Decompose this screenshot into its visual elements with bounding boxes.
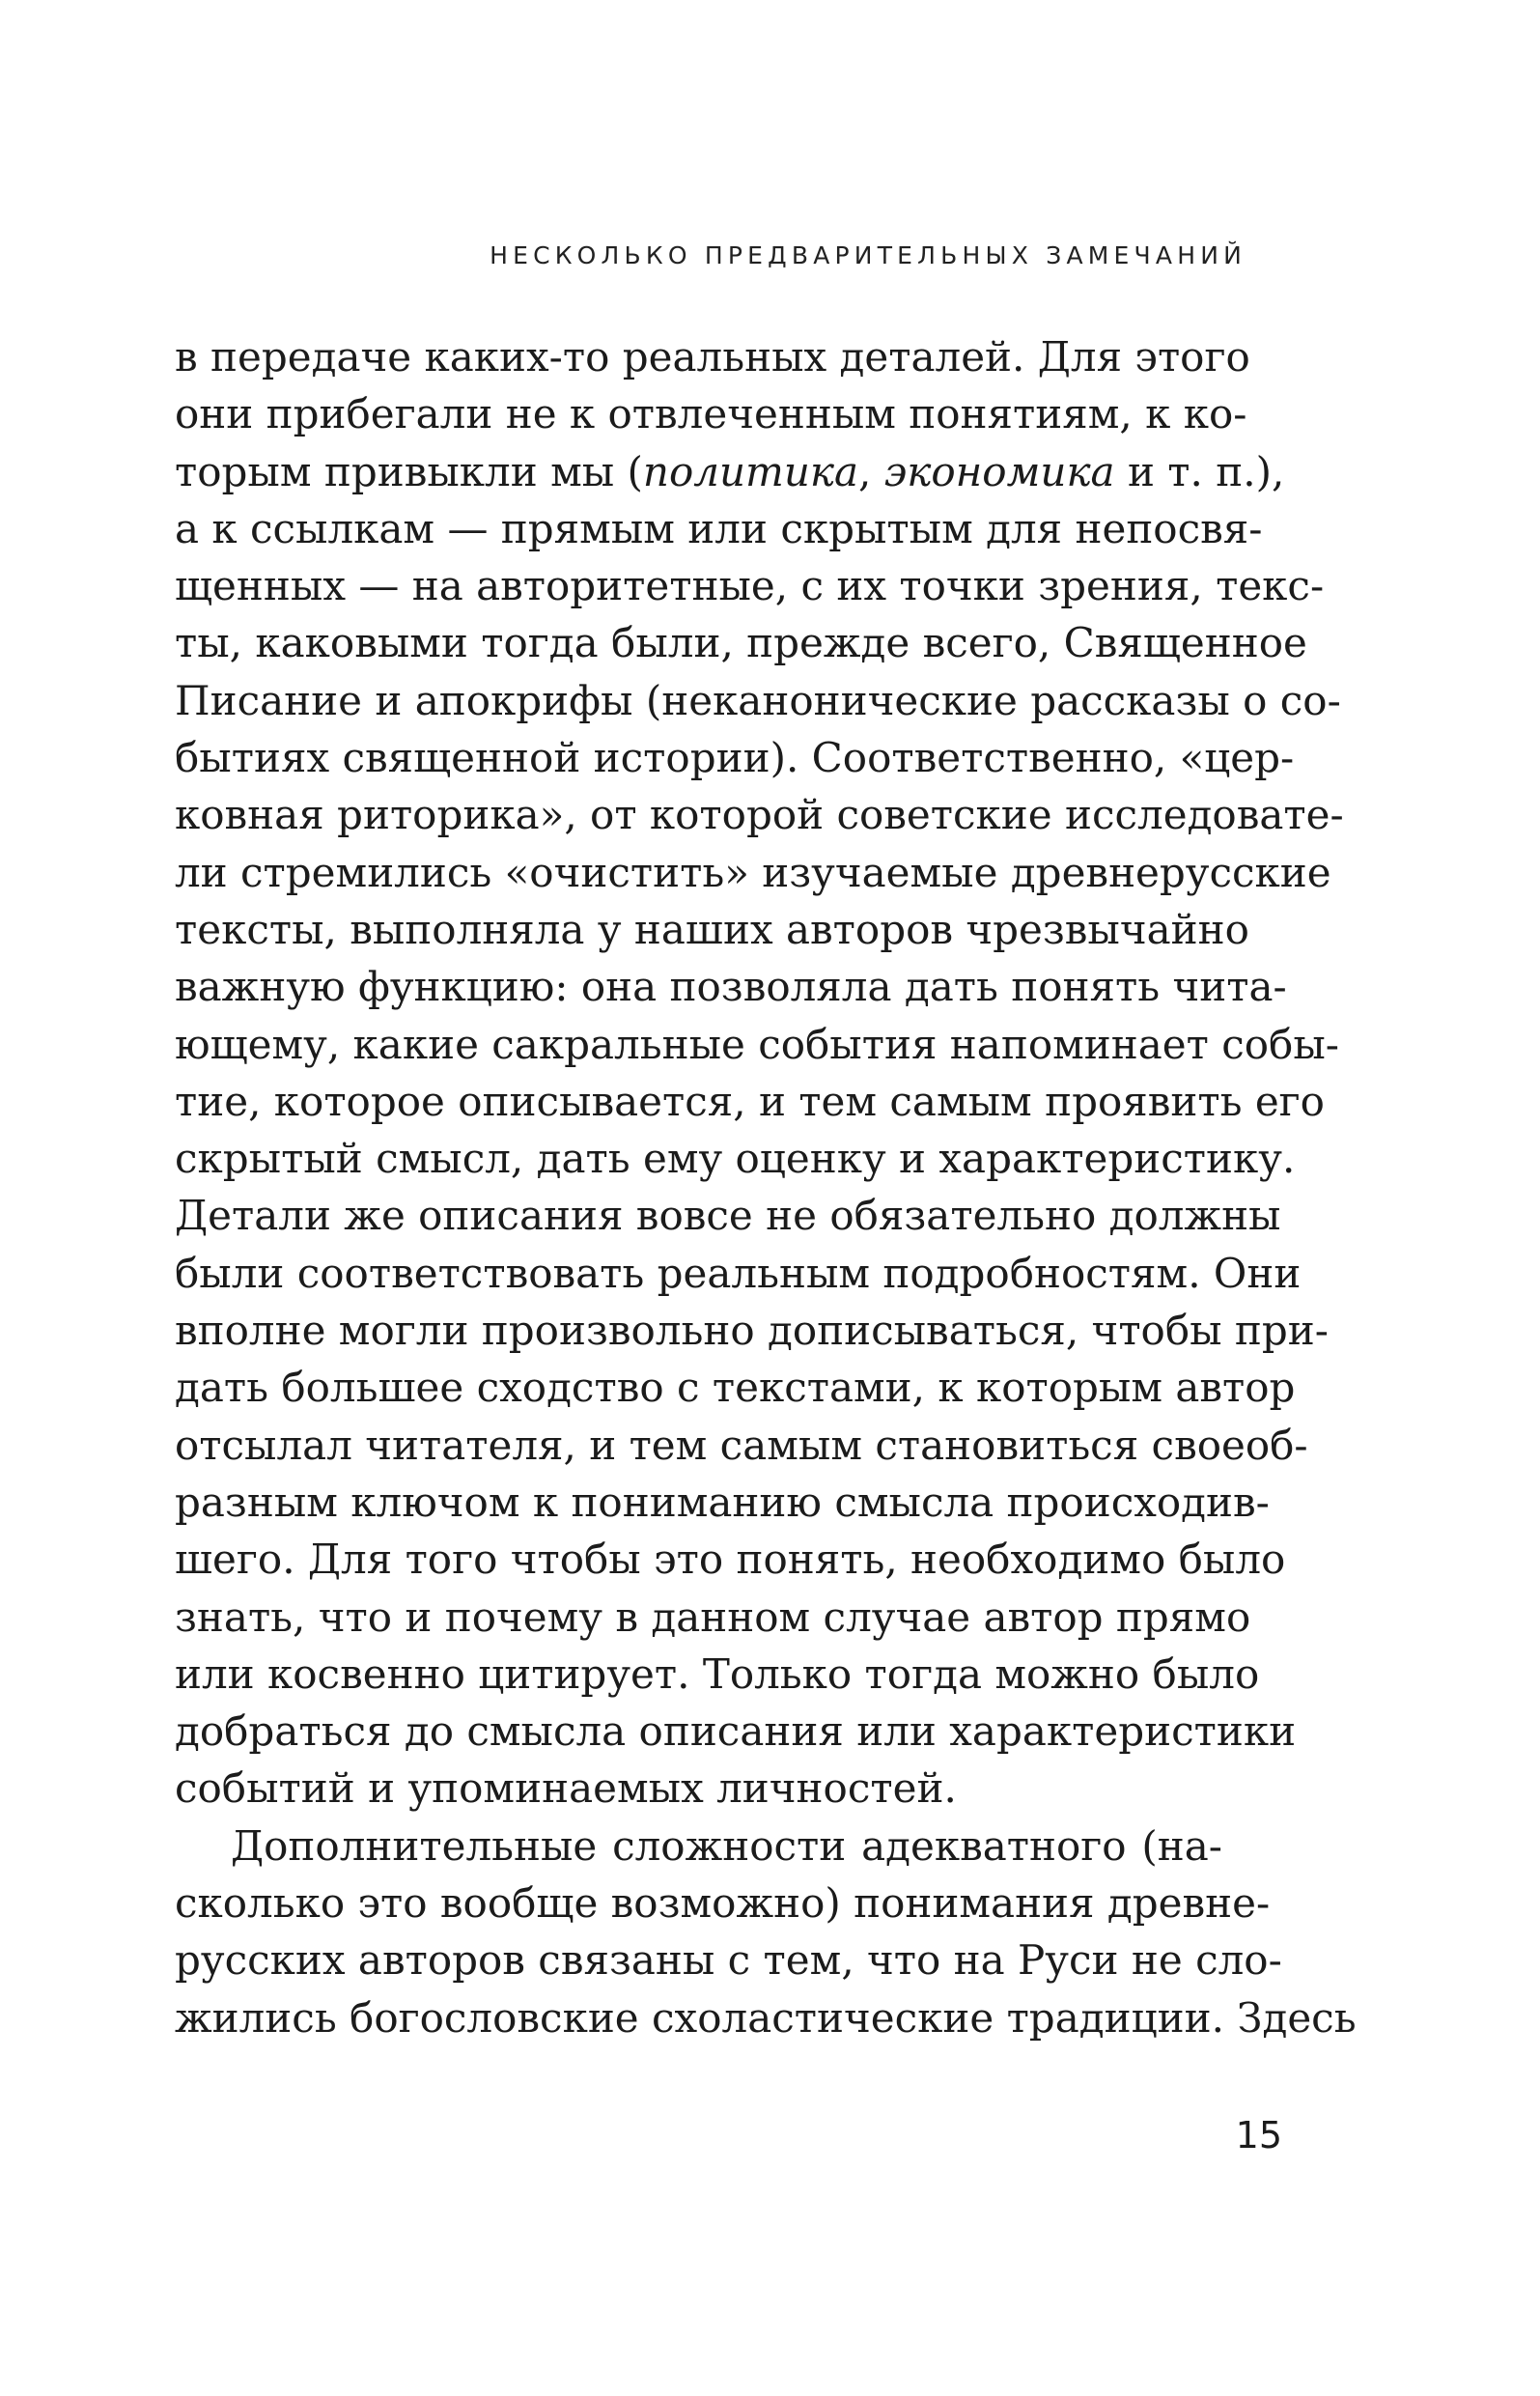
text-line: или косвенно цитирует. Только тогда можно было xyxy=(175,1649,1260,1698)
text-line: ющему, какие сакральные события напоминает собы- xyxy=(175,1020,1339,1068)
text-line: они прибегали не к отвлеченным понятиям, к ко- xyxy=(175,390,1247,438)
text-line: Писание и апокрифы (неканонические рассказы о со- xyxy=(175,676,1341,724)
text-line: а к ссылкам — прямым или скрытым для непосвя- xyxy=(175,504,1263,552)
text-segment: и т. п.), xyxy=(1114,447,1285,495)
paragraph xyxy=(175,1818,1357,2046)
text-line: разным ключом к пониманию смысла происходив- xyxy=(175,1478,1270,1526)
text-line: в передаче каких-то реальных деталей. Для этого xyxy=(175,333,1250,381)
text-line: были соответствовать реальным подробностям. Они xyxy=(175,1249,1302,1297)
text-line: отсылал читателя, и тем самым становиться своеоб- xyxy=(175,1421,1308,1469)
italic-term: политика xyxy=(642,447,859,495)
text-line: вполне могли произвольно дописываться, чтобы при- xyxy=(175,1307,1329,1355)
text-line: Дополнительные сложности адекватного (на- xyxy=(231,1821,1222,1870)
text-line xyxy=(175,443,1285,500)
text-segment: , xyxy=(858,447,884,495)
text-line: событий и упоминаемых личностей. xyxy=(175,1764,957,1813)
text-line: ковная риторика», от которой советские исследовате- xyxy=(175,791,1344,839)
body-text xyxy=(175,328,1357,2046)
text-line: бытиях священной истории). Соответственно, «цер- xyxy=(175,734,1295,782)
text-line: знать, что и почему в данном случае автор прямо xyxy=(175,1593,1251,1641)
text-line: тие, которое описывается, и тем самым проявить его xyxy=(175,1077,1325,1125)
text-line: ты, каковыми тогда были, прежде всего, Священное xyxy=(175,619,1307,667)
text-line: жились богословские схоластические традиции. Здесь xyxy=(175,1993,1357,2042)
text-line: скрытый смысл, дать ему оценку и характеристику. xyxy=(175,1135,1296,1183)
text-line: добраться до смысла описания или характеристики xyxy=(175,1707,1297,1756)
paragraph xyxy=(175,328,1344,1818)
text-line: тексты, выполняла у наших авторов чрезвычайно xyxy=(175,905,1249,953)
text-line: сколько это вообще возможно) понимания древне- xyxy=(175,1879,1271,1928)
text-line: важную функцию: она позволяла дать понять чита- xyxy=(175,963,1287,1011)
text-line: шего. Для того чтобы это понять, необходимо было xyxy=(175,1536,1286,1584)
text-line: дать большее сходство с текстами, к которым автор xyxy=(175,1364,1296,1412)
text-line: русских авторов связаны с тем, что на Руси не сло- xyxy=(175,1936,1282,1985)
italic-term: экономика xyxy=(883,447,1115,495)
running-header: НЕСКОЛЬКО ПРЕДВАРИТЕЛЬНЫХ ЗАМЕЧАНИЙ xyxy=(490,241,1246,269)
text-segment: торым привыкли мы ( xyxy=(175,447,643,495)
text-line: Детали же описания вовсе не обязательно должны xyxy=(175,1192,1281,1240)
text-line: ли стремились «очистить» изучаемые древнерусские xyxy=(175,848,1331,896)
text-line: щенных — на авторитетные, с их точки зрения, текс- xyxy=(175,562,1325,610)
page-number: 15 xyxy=(1235,2114,1282,2156)
